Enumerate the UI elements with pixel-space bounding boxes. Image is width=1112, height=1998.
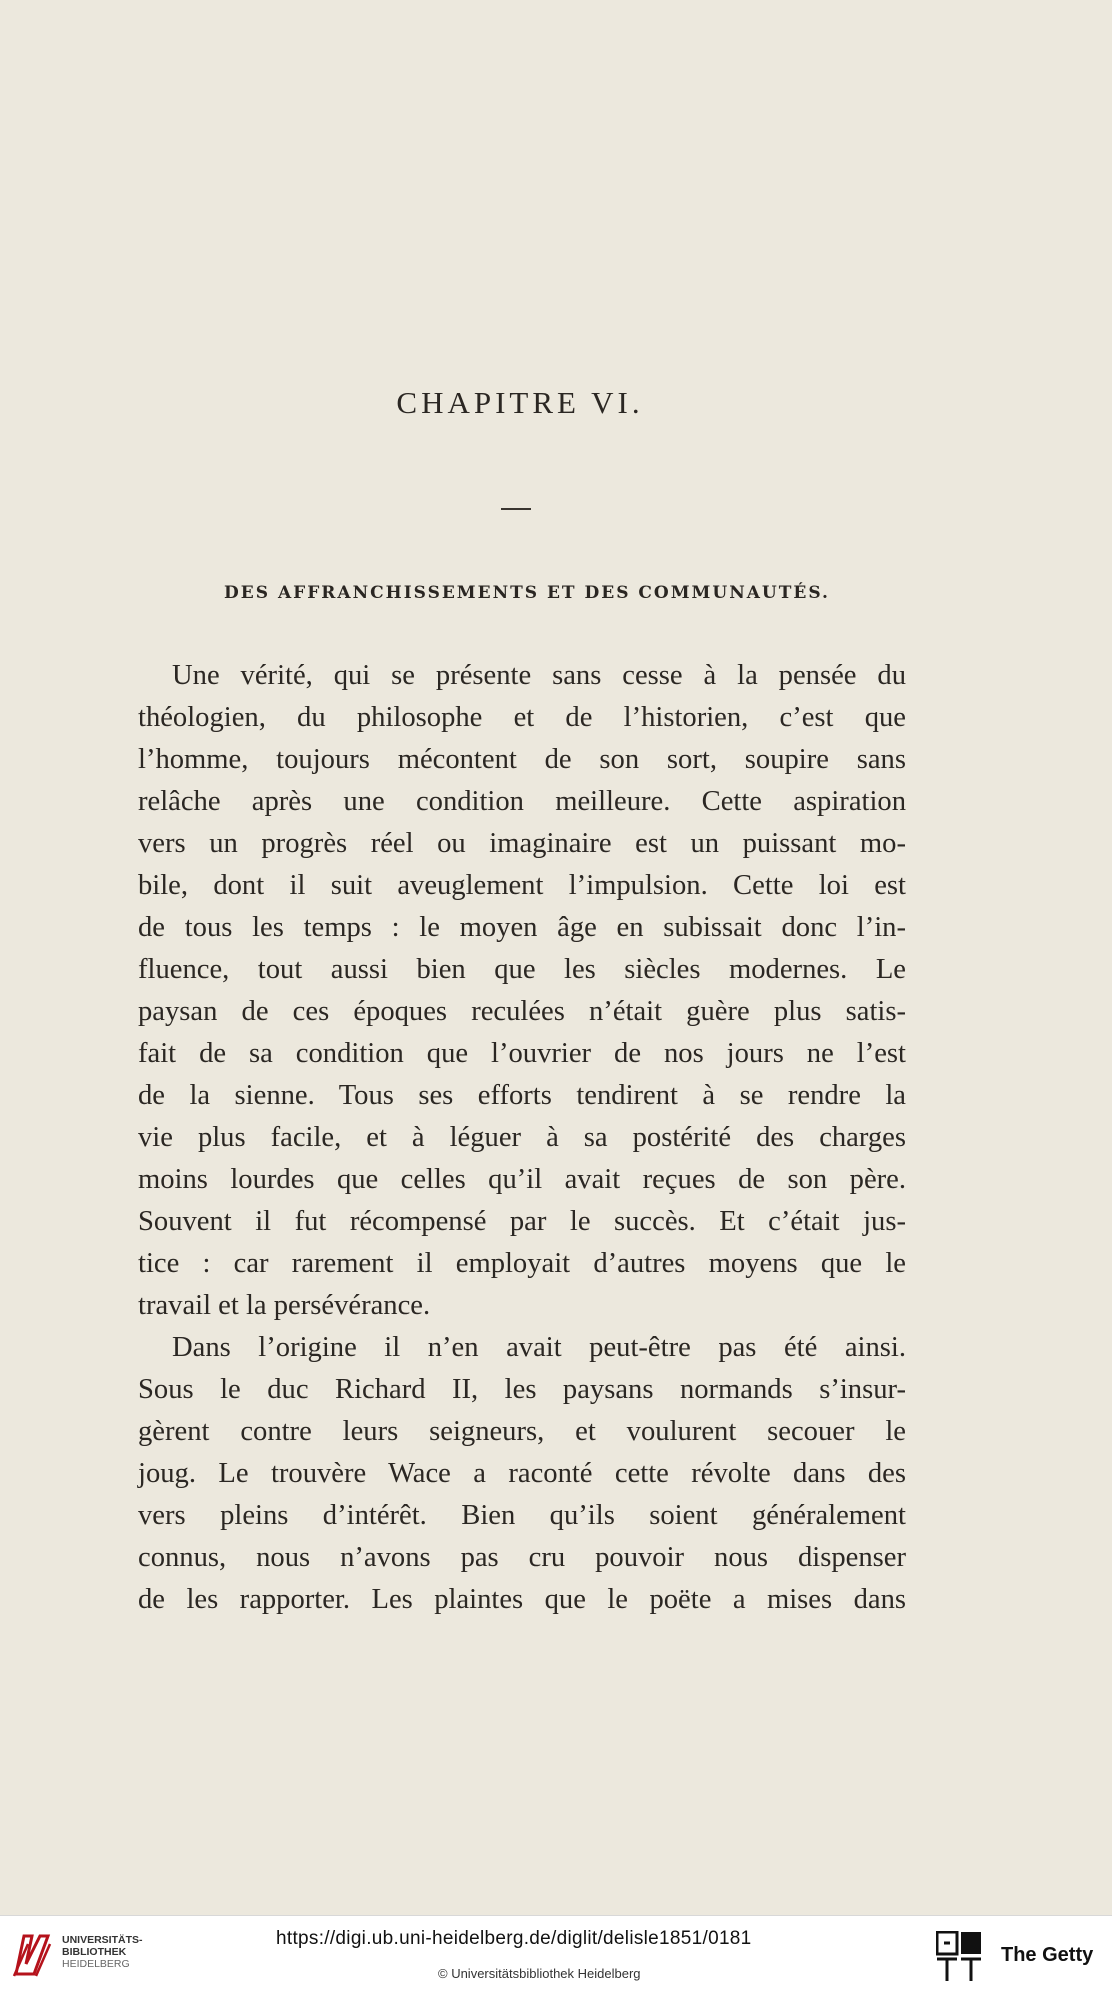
text-line: travail et la persévérance. (138, 1290, 431, 1321)
title-rule (501, 508, 531, 510)
paragraph (138, 655, 906, 1327)
text-line: l’homme, toujours mécontent de son sort, soupire sans (138, 744, 906, 775)
text-line: connus, nous n’avons pas cru pouvoir nous dispenser (138, 1542, 906, 1573)
library-city: HEIDELBERG (62, 1958, 130, 1970)
library-name (62, 1934, 143, 1970)
text-line: tice : car rarement il employait d’autres moyens que le (138, 1248, 906, 1279)
text-line: Une vérité, qui se présente sans cesse à la pensée du (172, 660, 906, 691)
section-heading: DES AFFRANCHISSEMENTS ET DES COMMUNAUTÉS. (224, 583, 830, 603)
getty-logo[interactable] (936, 1931, 982, 1983)
university-library-logo[interactable] (10, 1930, 56, 1980)
text-line: Sous le duc Richard II, les paysans normands s’insur- (138, 1374, 906, 1405)
text-line: vie plus facile, et à léguer à sa postérité des charges (138, 1122, 906, 1153)
text-line: théologien, du philosophe et de l’historien, c’est que (138, 702, 906, 733)
text-line: moins lourdes que celles qu’il avait reçues de son père. (138, 1164, 906, 1195)
text-line: joug. Le trouvère Wace a raconté cette révolte dans des (138, 1458, 906, 1489)
copyright-notice: © Universitätsbibliothek Heidelberg (438, 1966, 641, 1981)
body-text (138, 655, 906, 1621)
text-line: de les rapporter. Les plaintes que le poëte a mises dans (138, 1584, 906, 1615)
text-line: bile, dont il suit aveuglement l’impulsion. Cette loi est (138, 870, 906, 901)
text-line: de tous les temps : le moyen âge en subissait donc l’in- (138, 912, 906, 943)
text-line: Dans l’origine il n’en avait peut-être pas été ainsi. (172, 1332, 906, 1363)
paragraph (138, 1327, 906, 1621)
text-line: paysan de ces époques reculées n’était guère plus satis- (138, 996, 906, 1027)
text-line: relâche après une condition meilleure. Cette aspiration (138, 786, 906, 817)
text-line: vers pleins d’intérêt. Bien qu’ils soient généralement (138, 1500, 906, 1531)
viewer-footer (0, 1915, 1112, 1998)
text-line: de la sienne. Tous ses efforts tendirent à se rendre la (138, 1080, 906, 1111)
text-line: fluence, tout aussi bien que les siècles modernes. Le (138, 954, 906, 985)
library-name-line2: BIBLIOTHEK (62, 1946, 127, 1958)
text-line: vers un progrès réel ou imaginaire est un puissant mo- (138, 828, 906, 859)
permalink-url[interactable]: https://digi.ub.uni-heidelberg.de/diglit/delisle1851/0181 (276, 1928, 752, 1949)
text-line: Souvent il fut récompensé par le succès. Et c’était jus- (138, 1206, 906, 1237)
text-line: fait de sa condition que l’ouvrier de nos jours ne l’est (138, 1038, 906, 1069)
partner-name: The Getty (1001, 1944, 1094, 1966)
library-name-line1: UNIVERSITÄTS- (62, 1934, 143, 1946)
text-line: gèrent contre leurs seigneurs, et voulurent secouer le (138, 1416, 906, 1447)
chapter-title: CHAPITRE VI. (396, 385, 644, 420)
